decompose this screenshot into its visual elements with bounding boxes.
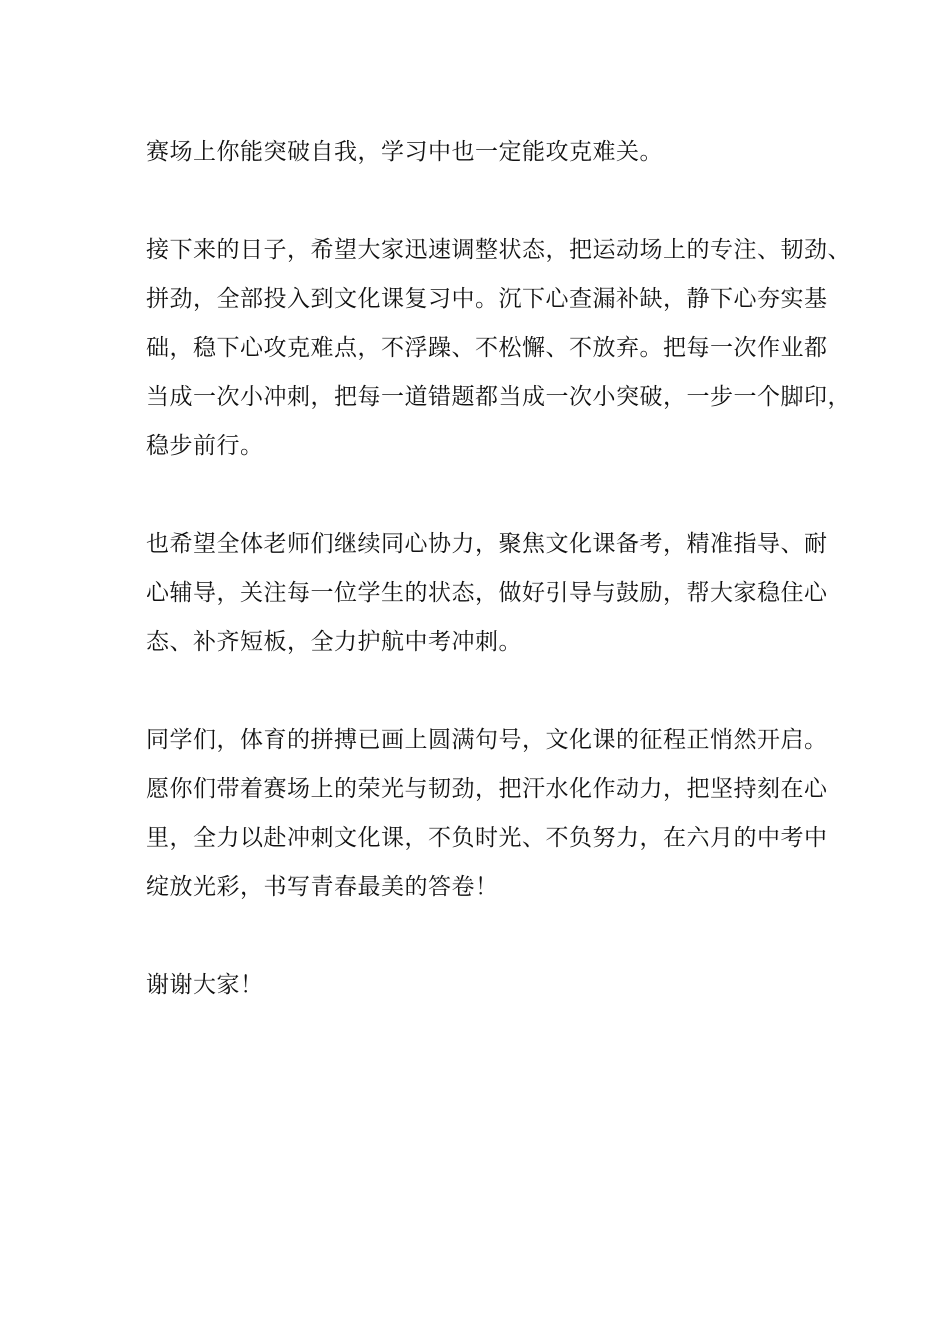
paragraph-1 xyxy=(146,128,836,177)
text-line: 态、补齐短板，全力护航中考冲刺。 xyxy=(146,629,522,655)
text-line: 赛场上你能突破自我，学习中也一定能攻克难关。 xyxy=(146,139,663,165)
paragraph-4 xyxy=(146,716,836,912)
paragraph-spacer xyxy=(146,471,836,520)
paragraph-spacer xyxy=(146,912,836,961)
paragraph-3 xyxy=(146,520,836,667)
text-line: 也希望全体老师们继续同心协力，聚焦文化课备考，精准指导、耐 xyxy=(146,531,828,557)
text-line: 愿你们带着赛场上的荣光与韧劲，把汗水化作动力，把坚持刻在心 xyxy=(146,776,828,802)
text-line: 础，稳下心攻克难点，不浮躁、不松懈、不放弃。把每一次作业都 xyxy=(146,335,828,361)
text-line: 拼劲，全部投入到文化课复习中。沉下心查漏补缺，静下心夯实基 xyxy=(146,286,828,312)
text-line: 接下来的日子，希望大家迅速调整状态，把运动场上的专注、韧劲、 xyxy=(146,237,851,263)
text-line: 里，全力以赴冲刺文化课，不负时光、不负努力，在六月的中考中 xyxy=(146,825,828,851)
text-line: 稳步前行。 xyxy=(146,433,264,459)
text-line: 谢谢大家！ xyxy=(146,972,264,998)
text-line: 绽放光彩，书写青春最美的答卷！ xyxy=(146,874,499,900)
text-line: 心辅导，关注每一位学生的状态，做好引导与鼓励，帮大家稳住心 xyxy=(146,580,828,606)
paragraph-closing xyxy=(146,961,836,1010)
text-line: 同学们，体育的拼搏已画上圆满句号，文化课的征程正悄然开启。 xyxy=(146,727,828,753)
document-body xyxy=(146,128,851,1010)
paragraph-spacer xyxy=(146,667,836,716)
paragraph-spacer xyxy=(146,177,836,226)
text-line: 当成一次小冲刺，把每一道错题都当成一次小突破，一步一个脚印， xyxy=(146,384,851,410)
paragraph-2 xyxy=(146,226,851,471)
